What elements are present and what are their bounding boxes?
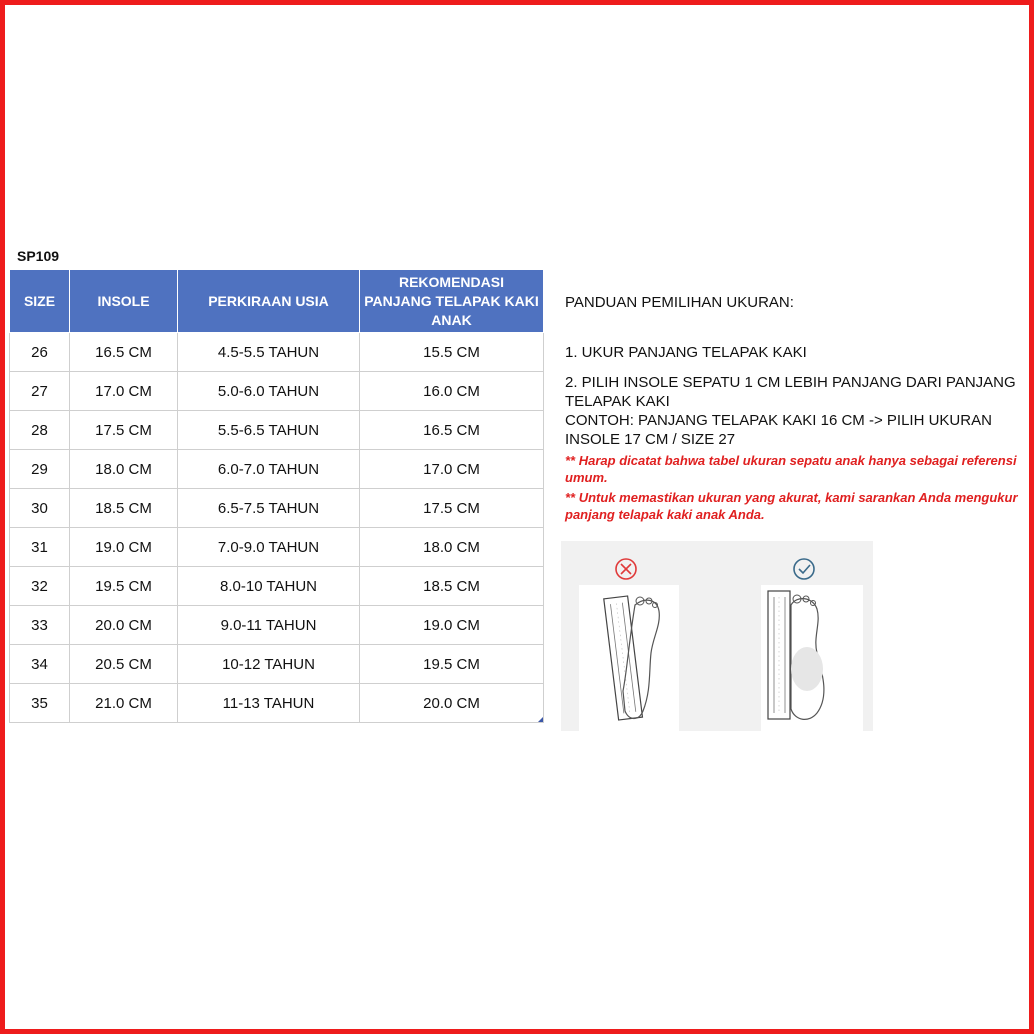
- cell-size: 26: [10, 333, 70, 372]
- cell-foot-length: 19.0 CM: [360, 606, 544, 645]
- header-insole: INSOLE: [70, 270, 178, 333]
- table-row: [10, 606, 544, 645]
- x-circle-icon: [616, 559, 636, 579]
- table-row: [10, 489, 544, 528]
- cell-size: 29: [10, 450, 70, 489]
- cell-insole: 17.0 CM: [70, 372, 178, 411]
- table-body: [10, 333, 544, 723]
- table-row: [10, 372, 544, 411]
- cell-insole: 20.5 CM: [70, 645, 178, 684]
- cell-size: 27: [10, 372, 70, 411]
- cell-age: 8.0-10 TAHUN: [178, 567, 360, 606]
- guide-step-1: 1. UKUR PANJANG TELAPAK KAKI: [565, 344, 807, 361]
- cell-insole: 19.0 CM: [70, 528, 178, 567]
- measurement-illustration: [561, 541, 873, 731]
- cell-age: 6.0-7.0 TAHUN: [178, 450, 360, 489]
- cell-age: 11-13 TAHUN: [178, 684, 360, 723]
- cell-size: 32: [10, 567, 70, 606]
- cell-foot-length: 15.5 CM: [360, 333, 544, 372]
- foot-shadow: [791, 647, 823, 691]
- table-header-row: [10, 270, 544, 333]
- guide-step-2: 2. PILIH INSOLE SEPATU 1 CM LEBIH PANJANG DARI PANJANG TELAPAK KAKI: [565, 374, 1016, 410]
- table-row: [10, 450, 544, 489]
- header-age: PERKIRAAN USIA: [178, 270, 360, 333]
- header-size: SIZE: [10, 270, 70, 333]
- cell-size: 35: [10, 684, 70, 723]
- straight-ruler-icon: [768, 591, 790, 719]
- cell-age: 10-12 TAHUN: [178, 645, 360, 684]
- cell-insole: 20.0 CM: [70, 606, 178, 645]
- cell-size: 33: [10, 606, 70, 645]
- cell-foot-length: 18.5 CM: [360, 567, 544, 606]
- table-resize-handle-icon: [538, 717, 543, 722]
- cell-age: 5.0-6.0 TAHUN: [178, 372, 360, 411]
- measurement-illustration-svg: [561, 541, 873, 731]
- cell-foot-length: 18.0 CM: [360, 528, 544, 567]
- cell-foot-length: 20.0 CM: [360, 684, 544, 723]
- table-row: [10, 528, 544, 567]
- cell-insole: 18.5 CM: [70, 489, 178, 528]
- guide-note-1: ** Harap dicatat bahwa tabel ukuran sepatu anak hanya sebagai referensi umum.: [565, 453, 1017, 485]
- cell-age: 9.0-11 TAHUN: [178, 606, 360, 645]
- cell-size: 30: [10, 489, 70, 528]
- cell-foot-length: 17.0 CM: [360, 450, 544, 489]
- cell-age: 6.5-7.5 TAHUN: [178, 489, 360, 528]
- cell-foot-length: 17.5 CM: [360, 489, 544, 528]
- cell-age: 5.5-6.5 TAHUN: [178, 411, 360, 450]
- table-row: [10, 333, 544, 372]
- cell-insole: 21.0 CM: [70, 684, 178, 723]
- table-row: [10, 411, 544, 450]
- table-row: [10, 567, 544, 606]
- cell-foot-length: 19.5 CM: [360, 645, 544, 684]
- table-row: [10, 684, 544, 723]
- header-foot-length: REKOMENDASI PANJANG TELAPAK KAKI ANAK: [360, 270, 544, 333]
- cell-size: 28: [10, 411, 70, 450]
- cell-insole: 16.5 CM: [70, 333, 178, 372]
- check-circle-icon: [794, 559, 814, 579]
- product-code: SP109: [17, 248, 60, 264]
- cell-foot-length: 16.5 CM: [360, 411, 544, 450]
- table-row: [10, 645, 544, 684]
- cell-age: 7.0-9.0 TAHUN: [178, 528, 360, 567]
- size-guide: [565, 293, 1020, 523]
- cell-insole: 17.5 CM: [70, 411, 178, 450]
- cell-age: 4.5-5.5 TAHUN: [178, 333, 360, 372]
- size-chart-table: [9, 269, 544, 723]
- cell-insole: 19.5 CM: [70, 567, 178, 606]
- guide-note-2: ** Untuk memastikan ukuran yang akurat, kami sarankan Anda mengukur panjang telapak kaki anak Anda.: [565, 490, 1018, 522]
- cell-foot-length: 16.0 CM: [360, 372, 544, 411]
- cell-insole: 18.0 CM: [70, 450, 178, 489]
- guide-example: CONTOH: PANJANG TELAPAK KAKI 16 CM -> PILIH UKURAN INSOLE 17 CM / SIZE 27: [565, 412, 992, 448]
- cell-size: 34: [10, 645, 70, 684]
- guide-title: PANDUAN PEMILIHAN UKURAN:: [565, 294, 794, 311]
- cell-size: 31: [10, 528, 70, 567]
